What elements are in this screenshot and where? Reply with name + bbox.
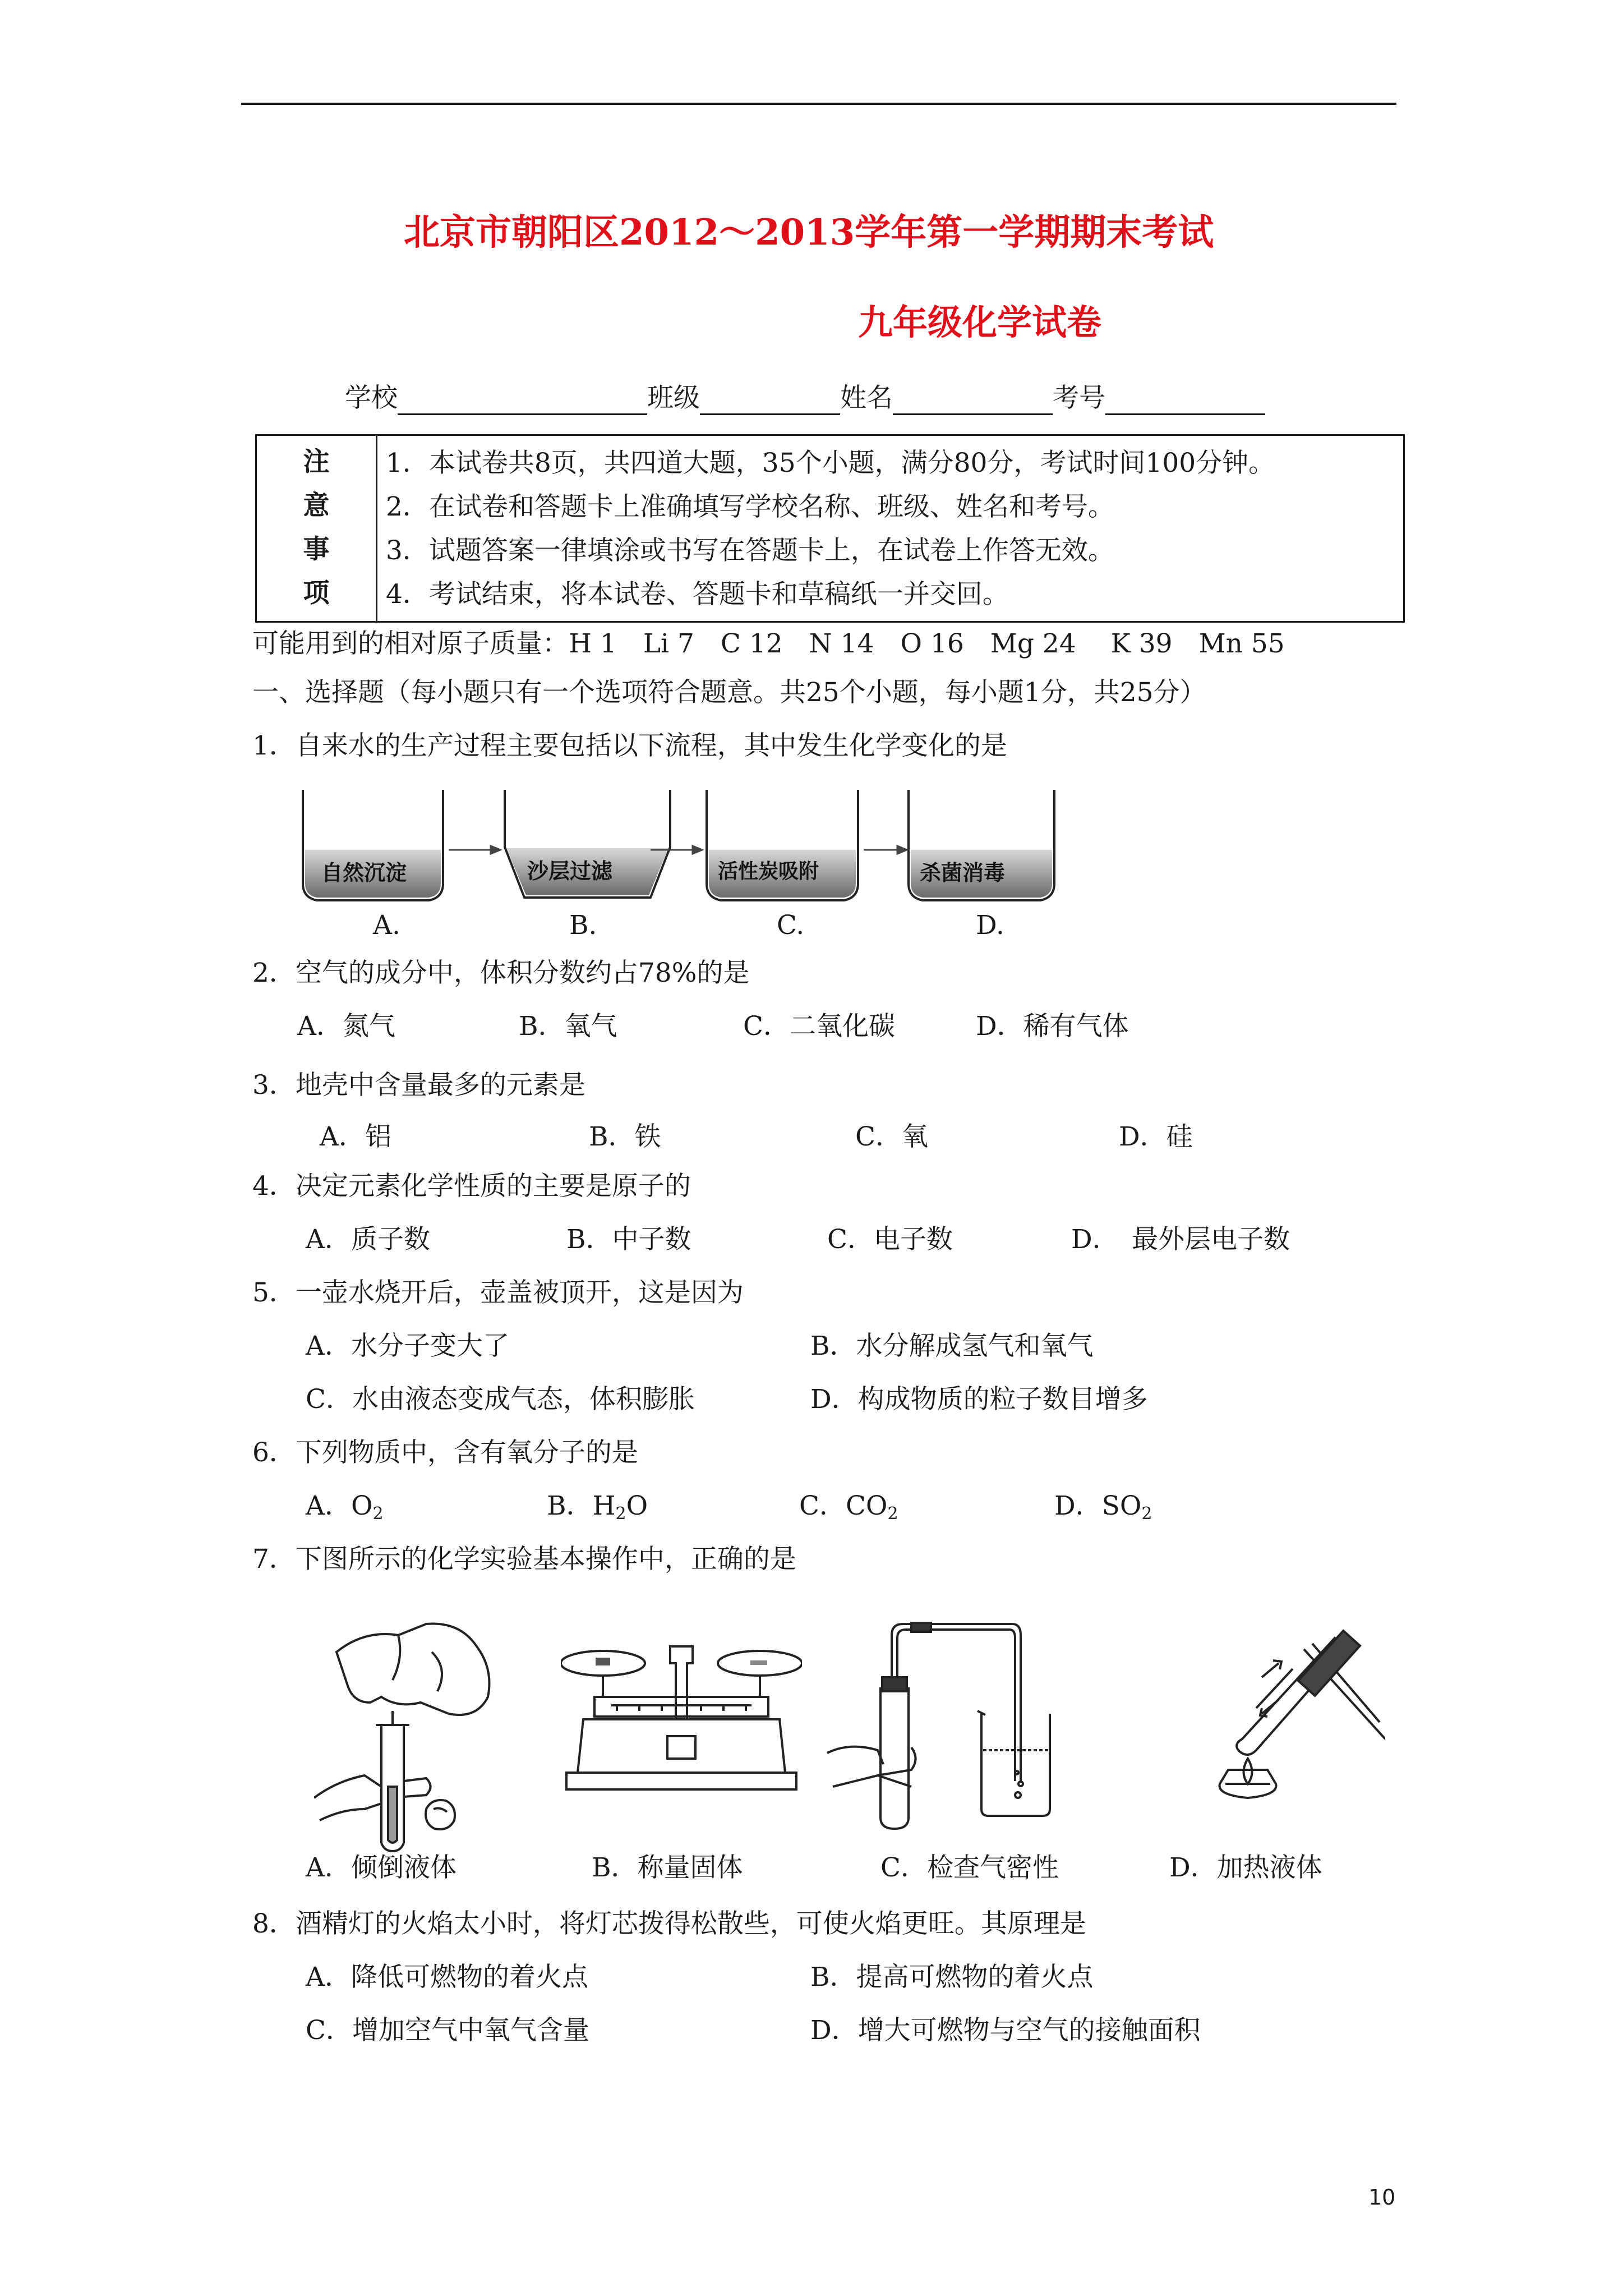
question-4-stem: 4．决定元素化学性质的主要是原子的	[252, 1171, 691, 1202]
tank-label: 自然沉淀	[321, 861, 407, 885]
q1-option-d[interactable]: D.	[976, 910, 1004, 941]
q8-option-b[interactable]: B．提高可燃物的着火点	[810, 1962, 1094, 1993]
notice-heading: 注 意 事 项	[303, 447, 330, 609]
tank-label: 杀菌消毒	[920, 861, 1006, 885]
q7-option-a[interactable]: A．倾倒液体	[306, 1852, 457, 1883]
notice-box	[255, 434, 1405, 623]
q3-option-a[interactable]: A．铝	[320, 1121, 391, 1152]
balance-weighing-illustration	[561, 1635, 802, 1803]
q3-option-c[interactable]: C．氧	[855, 1121, 928, 1152]
q3-option-d[interactable]: D．硅	[1119, 1121, 1193, 1152]
name-blank[interactable]	[893, 385, 1053, 415]
q4-option-a[interactable]: A．质子数	[306, 1224, 430, 1255]
question-1-stem: 1．自来水的生产过程主要包括以下流程，其中发生化学变化的是	[252, 730, 1007, 761]
heating-liquid-illustration	[1195, 1616, 1385, 1801]
q6-option-c[interactable]: C．$CO_2$	[799, 1490, 898, 1524]
q1-option-a[interactable]: A.	[373, 910, 400, 941]
q5-option-d[interactable]: D．构成物质的粒子数目增多	[810, 1384, 1148, 1415]
notice-item: 4．考试结束，将本试卷、答题卡和草稿纸一并交回。	[386, 579, 1009, 610]
notice-item: 3．试题答案一律填涂或书写在答题卡上，在试卷上作答无效。	[386, 535, 1114, 566]
notice-items	[386, 441, 1275, 616]
q7-option-c[interactable]: C．检查气密性	[880, 1852, 1059, 1883]
atomic-masses: 可能用到的相对原子质量：H 1 Li 7 C 12 N 14 O 16 Mg 24 K 39 Mn 55	[252, 628, 1285, 659]
notice-item: 1．本试卷共8页，共四道大题，35个小题，满分80分，考试时间100分钟。	[386, 448, 1275, 478]
header-rule	[241, 103, 1396, 105]
q4-option-c[interactable]: C．电子数	[827, 1224, 953, 1255]
notice-divider	[376, 436, 377, 621]
q6-option-a[interactable]: A．$O_2$	[306, 1490, 384, 1524]
q6-option-b[interactable]: B．$H_2O$	[547, 1490, 648, 1524]
q4-option-b[interactable]: B．中子数	[566, 1224, 691, 1255]
question-6-stem: 6．下列物质中，含有氧分子的是	[252, 1437, 638, 1468]
question-8-stem: 8．酒精灯的火焰太小时，将灯芯拨得松散些，可使火焰更旺。其原理是	[252, 1908, 1086, 1939]
exam-title: 北京市朝阳区2012～2013学年第一学期期末考试	[404, 211, 1214, 254]
name-label: 姓名	[840, 383, 893, 413]
school-blank[interactable]	[398, 385, 647, 415]
exam-no-blank[interactable]	[1105, 385, 1265, 415]
pouring-liquid-illustration	[314, 1618, 522, 1854]
q4-option-d[interactable]: D． 最外层电子数	[1071, 1224, 1290, 1255]
water-treatment-flow-diagram	[292, 785, 1110, 914]
q8-option-a[interactable]: A．降低可燃物的着火点	[306, 1962, 588, 1993]
exam-subtitle: 九年级化学试卷	[858, 302, 1102, 343]
q2-option-a[interactable]: A．氮气	[297, 1011, 395, 1042]
question-5-stem: 5．一壶水烧开后，壶盖被顶开，这是因为	[252, 1277, 744, 1308]
q1-option-c[interactable]: C.	[777, 910, 805, 941]
q5-option-a[interactable]: A．水分子变大了	[306, 1331, 509, 1361]
tank-label: 沙层过滤	[527, 859, 613, 884]
q7-option-d[interactable]: D．加热液体	[1169, 1852, 1322, 1883]
q8-option-d[interactable]: D．增大可燃物与空气的接触面积	[810, 2015, 1201, 2046]
q1-option-b[interactable]: B.	[569, 910, 597, 941]
question-2-stem: 2．空气的成分中，体积分数约占78%的是	[252, 958, 750, 988]
q5-option-c[interactable]: C．水由液态变成气态，体积膨胀	[306, 1384, 695, 1415]
q2-option-c[interactable]: C．二氧化碳	[743, 1011, 895, 1042]
class-label: 班级	[647, 383, 700, 413]
q3-option-b[interactable]: B．铁	[589, 1121, 661, 1152]
school-label: 学校	[345, 383, 398, 413]
section-1-heading: 一、选择题（每小题只有一个选项符合题意。共25个小题，每小题1分，共25分）	[252, 677, 1206, 708]
notice-item: 2．在试卷和答题卡上准确填写学校名称、班级、姓名和考号。	[386, 491, 1114, 522]
student-info-line	[345, 381, 1265, 415]
q8-option-c[interactable]: C．增加空气中氧气含量	[306, 2015, 589, 2046]
airtightness-check-illustration	[827, 1618, 1052, 1832]
exam-no-label: 考号	[1053, 383, 1105, 413]
tank-label: 活性炭吸附	[718, 860, 819, 883]
question-3-stem: 3．地壳中含量最多的元素是	[252, 1070, 585, 1101]
q2-option-b[interactable]: B．氧气	[519, 1011, 617, 1042]
q5-option-b[interactable]: B．水分解成氢气和氧气	[810, 1331, 1094, 1361]
question-7-stem: 7．下图所示的化学实验基本操作中，正确的是	[252, 1544, 796, 1575]
q2-option-d[interactable]: D．稀有气体	[976, 1011, 1129, 1042]
page-number: 10	[1368, 2185, 1396, 2210]
q6-option-d[interactable]: D．$SO_2$	[1054, 1490, 1152, 1524]
q7-option-b[interactable]: B．称量固体	[592, 1852, 743, 1883]
class-blank[interactable]	[700, 385, 840, 415]
